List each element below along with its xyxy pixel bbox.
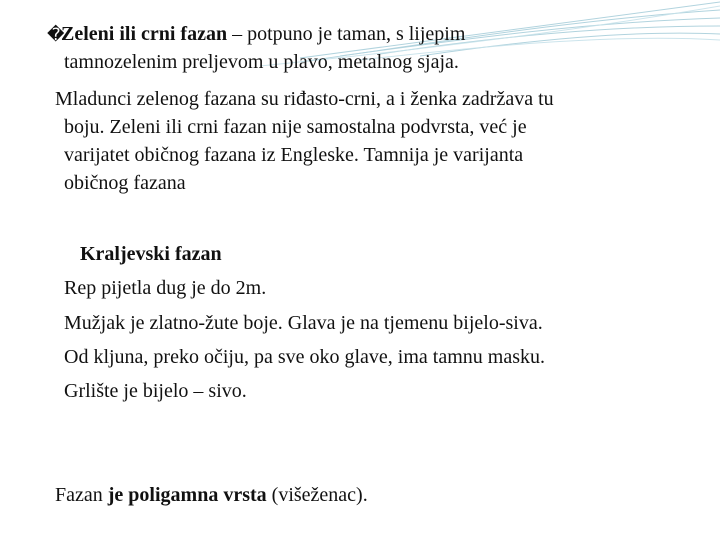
royal-pheasant-line-1: Rep pijetla dug je do 2m. xyxy=(64,277,267,299)
royal-pheasant-title-text: Kraljevski fazan xyxy=(80,243,222,265)
green-pheasant-desc-1: – potpuno je taman, s lijepim xyxy=(227,23,466,45)
green-pheasant-para-2: boju. Zeleni ili crni fazan nije samostalna podvrsta, već je xyxy=(64,116,527,138)
polygamy-statement xyxy=(55,481,368,509)
green-pheasant-desc-2: tamnozelenim preljevom u plavo, metalnog sjaja. xyxy=(64,51,459,73)
green-pheasant-heading-line xyxy=(47,20,465,49)
polygamy-before: Fazan xyxy=(55,484,108,506)
green-pheasant-para-1: Mladunci zelenog fazana su riđasto-crni, a i ženka zadržava tu xyxy=(55,88,554,110)
royal-pheasant-line-2: Mužjak je zlatno-žute boje. Glava je na tjemenu bijelo-siva. xyxy=(64,312,543,334)
green-pheasant-para-3: varijatet običnog fazana iz Engleske. Tamnija je varijanta xyxy=(64,144,524,166)
green-pheasant-para-4: običnog fazana xyxy=(64,172,186,194)
royal-pheasant-line-4: Grlište je bijelo – sivo. xyxy=(64,380,247,402)
royal-pheasant-line-3: Od kljuna, preko očiju, pa sve oko glave, ima tamnu masku. xyxy=(64,346,546,368)
polygamy-after: (višeženac). xyxy=(266,484,368,506)
green-pheasant-title: Zeleni ili crni fazan xyxy=(61,23,228,45)
polygamy-bold: je poligamna vrsta xyxy=(107,484,267,506)
bullet-glyph: � xyxy=(47,25,65,45)
royal-pheasant-title xyxy=(80,240,222,268)
